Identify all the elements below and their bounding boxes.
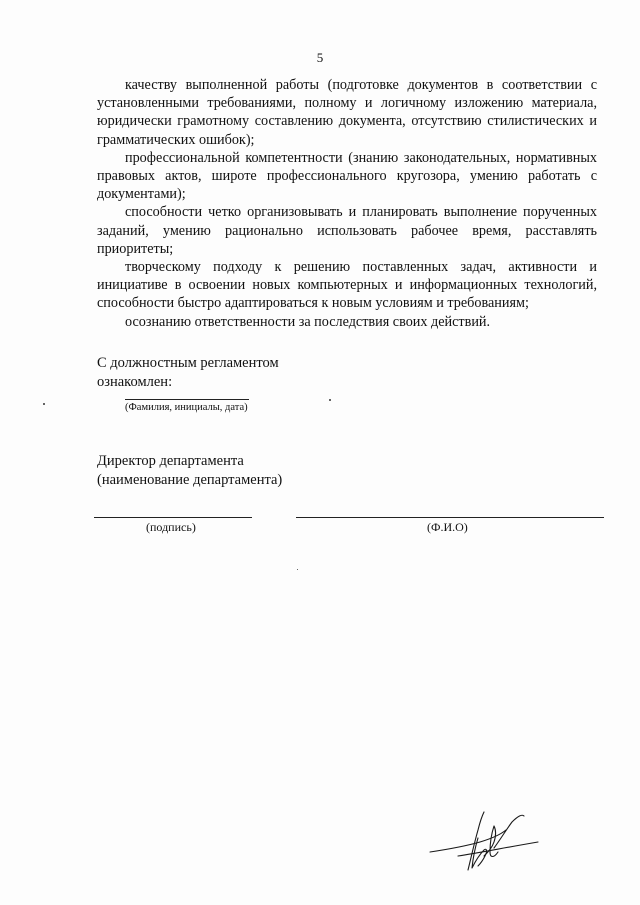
paragraph-organization-ability: способности четко организовывать и планировать выполнение порученных заданий, умению рационально использовать рабочее время, расставлять приоритеты; <box>97 204 597 257</box>
acknowledgement-line-2: ознакомлен: <box>97 374 173 390</box>
director-title: Директор департамента <box>97 453 244 469</box>
paragraph-professional-competence: профессиональной компетентности (знанию законодательных, нормативных правовых актов, широте профессионального кругозора, умению работать с документами); <box>97 149 597 203</box>
scan-speck <box>329 399 331 401</box>
scan-speck <box>43 403 45 405</box>
scan-speck <box>297 569 298 570</box>
acknowledgement-caption: (Фамилия, инициалы, дата) <box>125 402 248 413</box>
paragraph-responsibility: осознанию ответственности за последствия своих действий. <box>125 313 491 330</box>
paragraph-creative-approach: творческому подходу к решению поставленных задач, активности и инициативе в освоении новых компьютерных и информационных технологий, способности быстро адаптироваться к новым условиям и требованиям; <box>97 259 597 312</box>
director-signature-line <box>94 517 252 518</box>
paragraph-work-quality: качеству выполненной работы (подготовке документов в соответствии с установленными требованиями, полному и логичному изложению материала, юридически грамотному составлению документа, отсутствию стилистических и грамматических ошибок); <box>97 77 597 148</box>
director-block <box>97 452 282 490</box>
director-name-caption: (Ф.И.О) <box>427 520 468 534</box>
acknowledgement-line-1: С должностным регламентом <box>97 355 279 371</box>
director-signature-caption: (подпись) <box>146 520 196 534</box>
page-number: 5 <box>316 50 324 65</box>
director-name-line <box>296 517 604 518</box>
acknowledgement-signature-line <box>125 399 249 400</box>
director-department: (наименование департамента) <box>97 472 283 488</box>
handwritten-signature <box>428 808 543 878</box>
acknowledgement-block <box>97 354 279 392</box>
document-body <box>97 76 597 331</box>
